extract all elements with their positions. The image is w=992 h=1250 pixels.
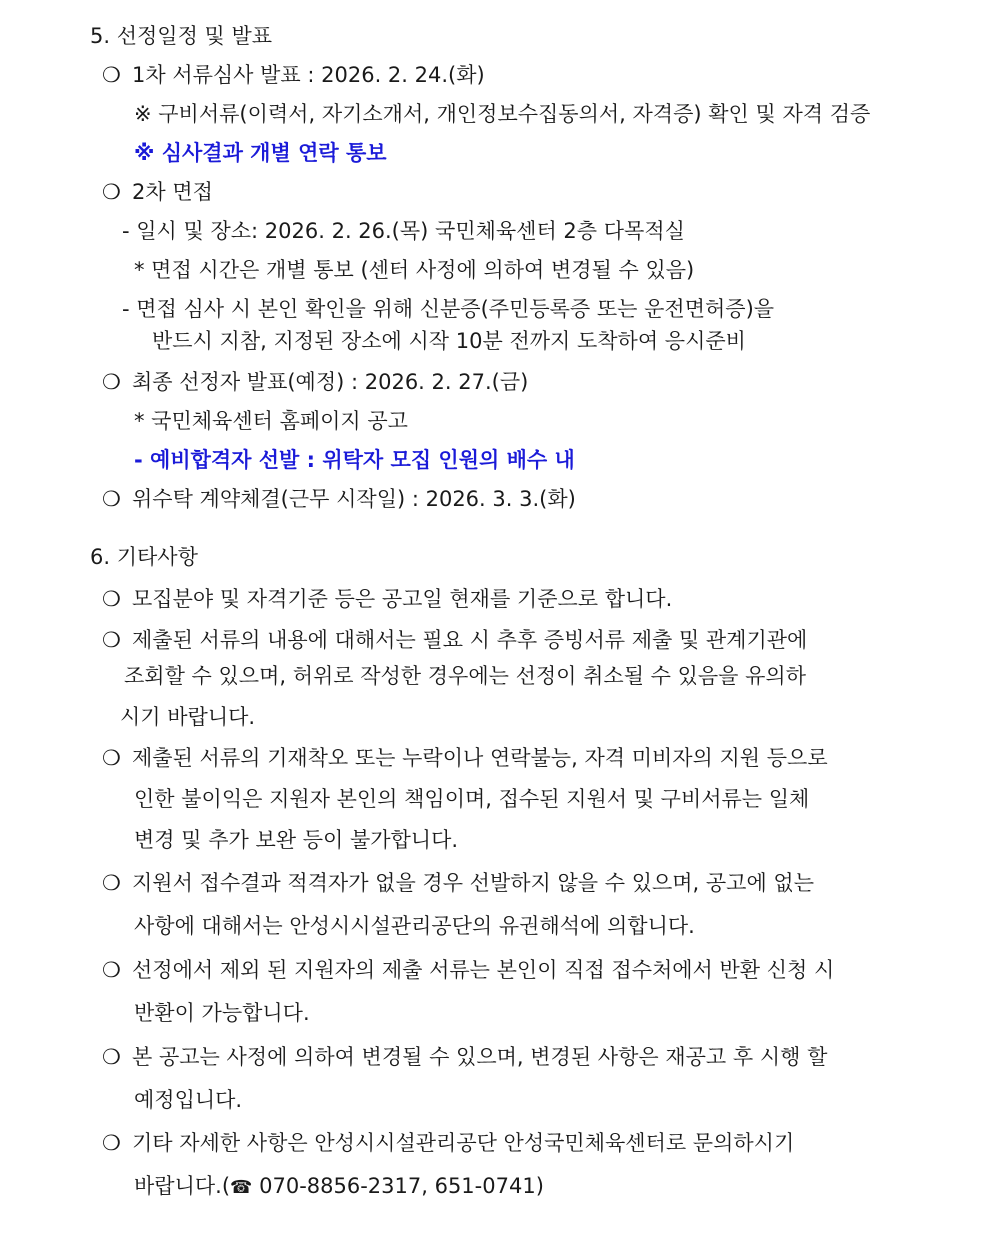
schedule-item-first-review bbox=[102, 61, 485, 89]
circle-bullet-icon: ❍ bbox=[102, 370, 121, 394]
telephone-icon: ☎ bbox=[230, 1177, 253, 1198]
item-text: 본 공고는 사정에 의하여 변경될 수 있으며, 변경된 사항은 재공고 후 시행 할 bbox=[132, 1045, 828, 1069]
item-text: 제출된 서류의 내용에 대해서는 필요 시 추후 증빙서류 제출 및 관계기관에 bbox=[132, 628, 808, 652]
interview-id-requirement: - 면접 심사 시 본인 확인을 위해 신분증(주민등록증 또는 운전면허증)을 bbox=[122, 297, 775, 321]
other-item-3 bbox=[102, 744, 828, 772]
other-item-5-line2: 반환이 가능합니다. bbox=[134, 1001, 310, 1025]
other-item-4-line2: 사항에 대해서는 안성시시설관리공단의 유권해석에 의합니다. bbox=[134, 914, 695, 938]
contact-phone-numbers: 070-8856-2317, 651-0741) bbox=[252, 1174, 544, 1198]
item-text: 모집분야 및 자격기준 등은 공고일 현재를 기준으로 합니다. bbox=[132, 587, 673, 611]
other-item-5 bbox=[102, 956, 834, 984]
item-text: 지원서 접수결과 적격자가 없을 경우 선발하지 않을 수 있으며, 공고에 없는 bbox=[132, 871, 815, 895]
other-item-1 bbox=[102, 585, 672, 613]
item-text: 제출된 서류의 기재착오 또는 누락이나 연락불능, 자격 미비자의 지원 등으로 bbox=[132, 746, 828, 770]
circle-bullet-icon: ❍ bbox=[102, 746, 121, 770]
circle-bullet-icon: ❍ bbox=[102, 628, 121, 652]
other-item-3-line2: 인한 불이익은 지원자 본인의 책임이며, 접수된 지원서 및 구비서류는 일체 bbox=[134, 787, 810, 811]
other-item-2-line2: 조회할 수 있으며, 허위로 작성한 경우에는 선정이 취소될 수 있음을 유의하 bbox=[124, 664, 807, 688]
section-5-title: 5. 선정일정 및 발표 bbox=[90, 24, 273, 48]
homepage-notice-note: * 국민체육센터 홈페이지 공고 bbox=[134, 409, 408, 433]
other-item-3-line3: 변경 및 추가 보완 등이 불가합니다. bbox=[134, 828, 459, 852]
review-result-note: ※ 심사결과 개별 연락 통보 bbox=[134, 141, 387, 165]
item-text: 기타 자세한 사항은 안성시시설관리공단 안성국민체육센터로 문의하시기 bbox=[132, 1131, 795, 1155]
item-text: 선정에서 제외 된 지원자의 제출 서류는 본인이 직접 접수처에서 반환 신청 시 bbox=[132, 958, 835, 982]
reserve-selection-note: - 예비합격자 선발 : 위탁자 모집 인원의 배수 내 bbox=[134, 448, 575, 472]
circle-bullet-icon: ❍ bbox=[102, 871, 121, 895]
item-text: 최종 선정자 발표(예정) : 2026. 2. 27.(금) bbox=[132, 370, 529, 394]
other-item-6-line2: 예정입니다. bbox=[134, 1088, 243, 1112]
schedule-item-interview bbox=[102, 178, 213, 206]
contact-line bbox=[134, 1172, 544, 1200]
interview-id-requirement-cont: 반드시 지참, 지정된 장소에 시작 10분 전까지 도착하여 응시준비 bbox=[152, 329, 746, 353]
item-text: 1차 서류심사 발표 : 2026. 2. 24.(화) bbox=[132, 63, 485, 87]
other-item-2 bbox=[102, 626, 807, 654]
item-text: 2차 면접 bbox=[132, 180, 213, 204]
circle-bullet-icon: ❍ bbox=[102, 63, 121, 87]
circle-bullet-icon: ❍ bbox=[102, 180, 121, 204]
interview-date-place: - 일시 및 장소: 2026. 2. 26.(목) 국민체육센터 2층 다목적실 bbox=[122, 219, 685, 243]
section-6-title: 6. 기타사항 bbox=[90, 545, 198, 569]
other-item-2-line3: 시기 바랍니다. bbox=[120, 705, 256, 729]
other-item-6 bbox=[102, 1043, 827, 1071]
circle-bullet-icon: ❍ bbox=[102, 487, 121, 511]
interview-time-note: * 면접 시간은 개별 통보 (센터 사정에 의하여 변경될 수 있음) bbox=[134, 258, 695, 282]
item-text: 위수탁 계약체결(근무 시작일) : 2026. 3. 3.(화) bbox=[132, 487, 576, 511]
other-item-7 bbox=[102, 1129, 794, 1157]
circle-bullet-icon: ❍ bbox=[102, 1131, 121, 1155]
required-documents-note: ※ 구비서류(이력서, 자기소개서, 개인정보수집동의서, 자격증) 확인 및 자격 검증 bbox=[134, 102, 871, 126]
circle-bullet-icon: ❍ bbox=[102, 587, 121, 611]
circle-bullet-icon: ❍ bbox=[102, 958, 121, 982]
circle-bullet-icon: ❍ bbox=[102, 1045, 121, 1069]
schedule-item-final-announcement bbox=[102, 368, 528, 396]
contact-prefix: 바랍니다.( bbox=[134, 1174, 231, 1198]
other-item-4 bbox=[102, 869, 814, 897]
schedule-item-contract bbox=[102, 485, 576, 513]
